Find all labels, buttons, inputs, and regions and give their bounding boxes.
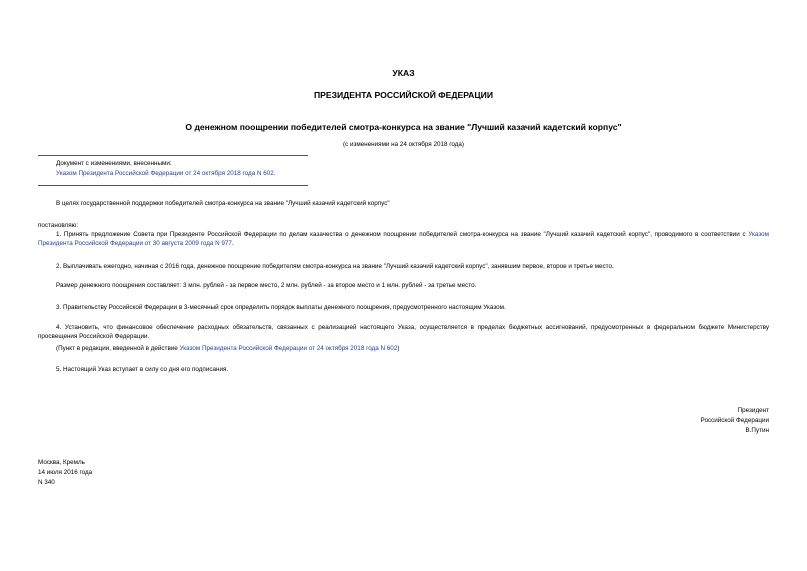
bottom-divider <box>38 185 308 186</box>
amendments-link[interactable]: Указом Президента Российской Федерации от 24 октября 2018 года N 602. <box>56 170 276 177</box>
paragraph-1 <box>38 230 769 249</box>
heading-president: ПРЕЗИДЕНТА РОССИЙСКОЙ ФЕДЕРАЦИИ <box>313 90 494 100</box>
paragraph-3: 3. Правительству Российской Федерации в 3-месячный срок определить порядок выплаты денежного поощрения, предусмотренного настоящим Указом. <box>56 304 506 311</box>
amendments-label: Документ с изменениями, внесенными: <box>56 160 172 167</box>
paragraph-1-end: . <box>231 240 234 248</box>
paragraph-4-note-prefix: (Пункт в редакции, введенной в действие <box>56 345 180 352</box>
paragraph-1-text: 1. Принять предложение Совета при Президенте Российской Федерации по делам казачества о денежном поощрении победителей смотра-конкурса на звание "Лучший казачий кадетский корпус", проводимого в соответствии с <box>56 231 749 238</box>
signature-country: Российской Федерации <box>700 417 769 424</box>
paragraph-4: 4. Установить, что финансовое обеспечение расходных обязательств, связанных с реализацией настоящего Указа, осуществляется в пределах бюджетных ассигнований, предусмотренных в федеральном бюджете Министерству просвещения Российской Федерации. <box>38 324 769 341</box>
paragraph-1-link[interactable]: Указом Президента Российской Федерации от 30 августа 2009 года N 977 <box>38 231 769 248</box>
decree-number: N 340 <box>38 479 55 486</box>
preamble: В целях государственной поддержки победителей смотра-конкурса на звание "Лучший казачий кадетский корпус" <box>56 200 390 207</box>
signing-place: Москва, Кремль <box>38 459 85 466</box>
paragraph-4-note-suffix: ) <box>397 345 400 352</box>
signature-name: В.Путин <box>745 427 769 434</box>
heading-decree: УКАЗ <box>392 68 415 78</box>
paragraph-4-note-link[interactable]: Указом Президента Российской Федерации от 24 октября 2018 года N 602 <box>179 345 398 352</box>
document-title: О денежном поощрении победителей смотра-конкурса на звание "Лучший казачий кадетский корпус" <box>185 122 622 132</box>
paragraph-5: 5. Настоящий Указ вступает в силу со дня его подписания. <box>56 366 229 373</box>
decree-word: постановляю: <box>38 222 79 229</box>
paragraph-2: 2. Выплачивать ежегодно, начиная с 2016 года, денежное поощрение победителям смотра-конкурса на звание "Лучший казачий кадетский корпус", занявшим первое, второе и третье место. <box>56 263 614 270</box>
signing-date: 14 июля 2016 года <box>38 469 93 476</box>
top-divider <box>38 155 308 156</box>
paragraph-2-amount: Размер денежного поощрения составляет: 3 млн. рублей - за первое место, 2 млн. рублей - за второе место и 1 млн. рублей - за третье место. <box>56 282 477 289</box>
signature-title: Президент <box>737 407 769 414</box>
revision-note: (с изменениями на 24 октября 2018 года) <box>342 141 465 148</box>
paragraph-4-note <box>56 344 399 353</box>
